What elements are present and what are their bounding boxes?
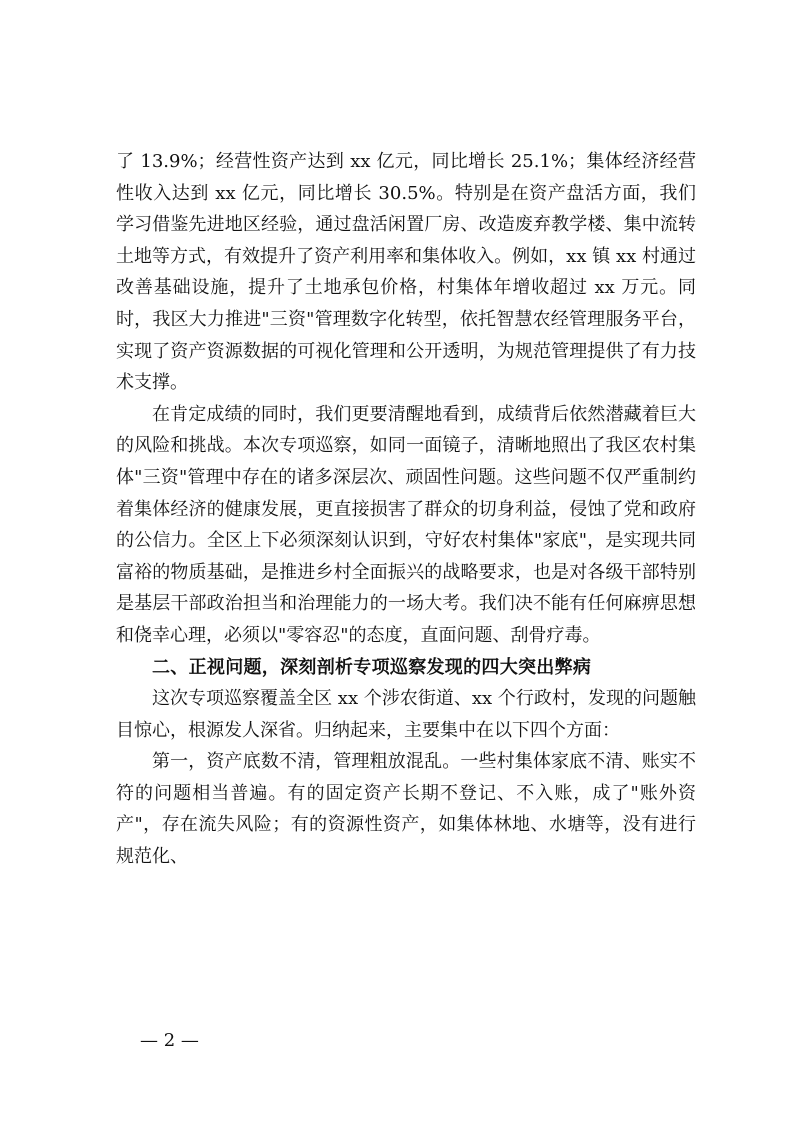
page-number: — 2 — xyxy=(140,1030,199,1051)
paragraph-inspection-scope: 这次专项巡察覆盖全区 xx 个涉农街道、xx 个行政村，发现的问题触目惊心，根源发人深省。归纳起来，主要集中在以下四个方面： xyxy=(116,688,696,741)
document-body xyxy=(116,146,696,873)
paragraph-first-problem: 第一，资产底数不清，管理粗放混乱。一些村集体家底不清、账实不符的问题相当普遍。有的固定资产长期不登记、不入账，成了"账外资产"，存在流失风险；有的资源性资产，如集体林地、水塘等，没有进行规范化、 xyxy=(116,751,696,868)
section-heading: 二、正视问题，深刻剖析专项巡察发现的四大突出弊病 xyxy=(152,656,592,678)
paragraph-achievements-risks: 在肯定成绩的同时，我们更要清醒地看到，成绩背后依然潜藏着巨大的风险和挑战。本次专项巡察，如同一面镜子，清晰地照出了我区农村集体"三资"管理中存在的诸多深层次、顽固性问题。这些问题不仅严重制约着集体经济的健康发展，更直接损害了群众的切身利益，侵蚀了党和政府的公信力。全区上下必须深刻认识到，守好农村集体"家底"，是实现共同富裕的物质基础，是推进乡村全面振兴的战略要求，也是对各级干部特别是基层干部政治担当和治理能力的一场大考。我们决不能有任何麻痹思想和侥幸心理，必须以"零容忍"的态度，直面问题、刮骨疗毒。 xyxy=(116,403,696,646)
paragraph-continuation: 了 13.9%；经营性资产达到 xx 亿元，同比增长 25.1%；集体经济经营性收入达到 xx 亿元，同比增长 30.5%。特别是在资产盘活方面，我们学习借鉴先进地区经验，通过盘活闲置厂房、改造废弃教学楼、集中流转土地等方式，有效提升了资产利用率和集体收入。例如，xx 镇 xx 村通过改善基础设施，提升了土地承包价格，村集体年增收超过 xx 万元。同时，我区大力推进"三资"管理数字化转型，依托智慧农经管理服务平台，实现了资产资源数据的可视化管理和公开透明，为规范管理提供了有力技术支撑。 xyxy=(116,151,696,394)
